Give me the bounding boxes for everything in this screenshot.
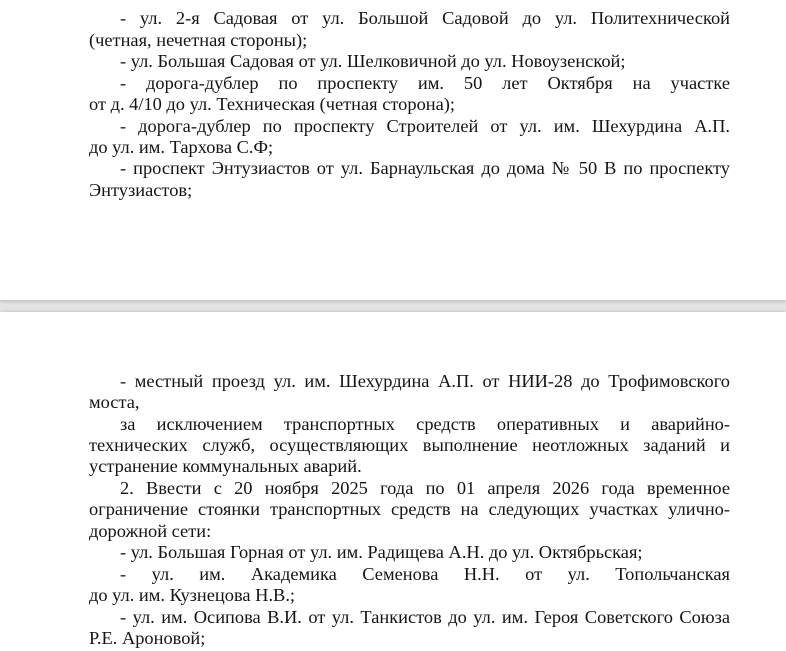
text-line: - ул. им. Осипова В.И. от ул. Танкистов до ул. им. Героя Советского Союза (120, 607, 730, 627)
text-line: Р.Е. Ароновой; (89, 628, 206, 648)
document-page-1 (0, 0, 786, 300)
text-line: - дорога-дублер по проспекту Строителей от ул. им. Шехурдина А.П. (120, 116, 730, 136)
text-line: до ул. им. Тархова С.Ф; (89, 137, 274, 157)
text-line: - проспект Энтузиастов от ул. Барнаульская до дома № 50 В по проспекту (120, 158, 730, 178)
text-line: от д. 4/10 до ул. Техническая (четная сторона); (89, 94, 455, 114)
text-line: Энтузиастов; (89, 180, 193, 200)
text-line: 2. Ввести с 20 ноября 2025 года по 01 апреля 2026 года временное (120, 478, 730, 498)
text-line: за исключением транспортных средств оперативных и аварийно- (120, 414, 730, 434)
text-line: до ул. им. Кузнецова Н.В.; (89, 585, 296, 605)
text-line: - ул. 2-я Садовая от ул. Большой Садовой до ул. Политехнической (120, 8, 730, 28)
text-line: - местный проезд ул. им. Шехурдина А.П. от НИИ-28 до Трофимовского (120, 371, 730, 391)
text-line: - ул. им. Академика Семенова Н.Н. от ул. Топольчанская (120, 564, 730, 584)
text-line: - ул. Большая Садовая от ул. Шелковичной до ул. Новоузенской; (120, 51, 626, 71)
text-line: (четная, нечетная стороны); (89, 30, 308, 50)
text-line: моста, (89, 392, 140, 412)
text-line: устранение коммунальных аварий. (89, 456, 362, 476)
text-line: дорожной сети: (89, 521, 212, 541)
document-scrollbar[interactable] (780, 0, 786, 651)
text-line: технических служб, осуществляющих выполнение неотложных заданий и (89, 435, 730, 455)
text-line: ограничение стоянки транспортных средств на следующих участках улично- (89, 499, 730, 519)
text-line: - дорога-дублер по проспекту им. 50 лет Октября на участке (120, 73, 730, 93)
text-line: - ул. Большая Горная от ул. им. Радищева А.Н. до ул. Октябрьская; (120, 542, 643, 562)
document-page-2 (0, 312, 786, 651)
